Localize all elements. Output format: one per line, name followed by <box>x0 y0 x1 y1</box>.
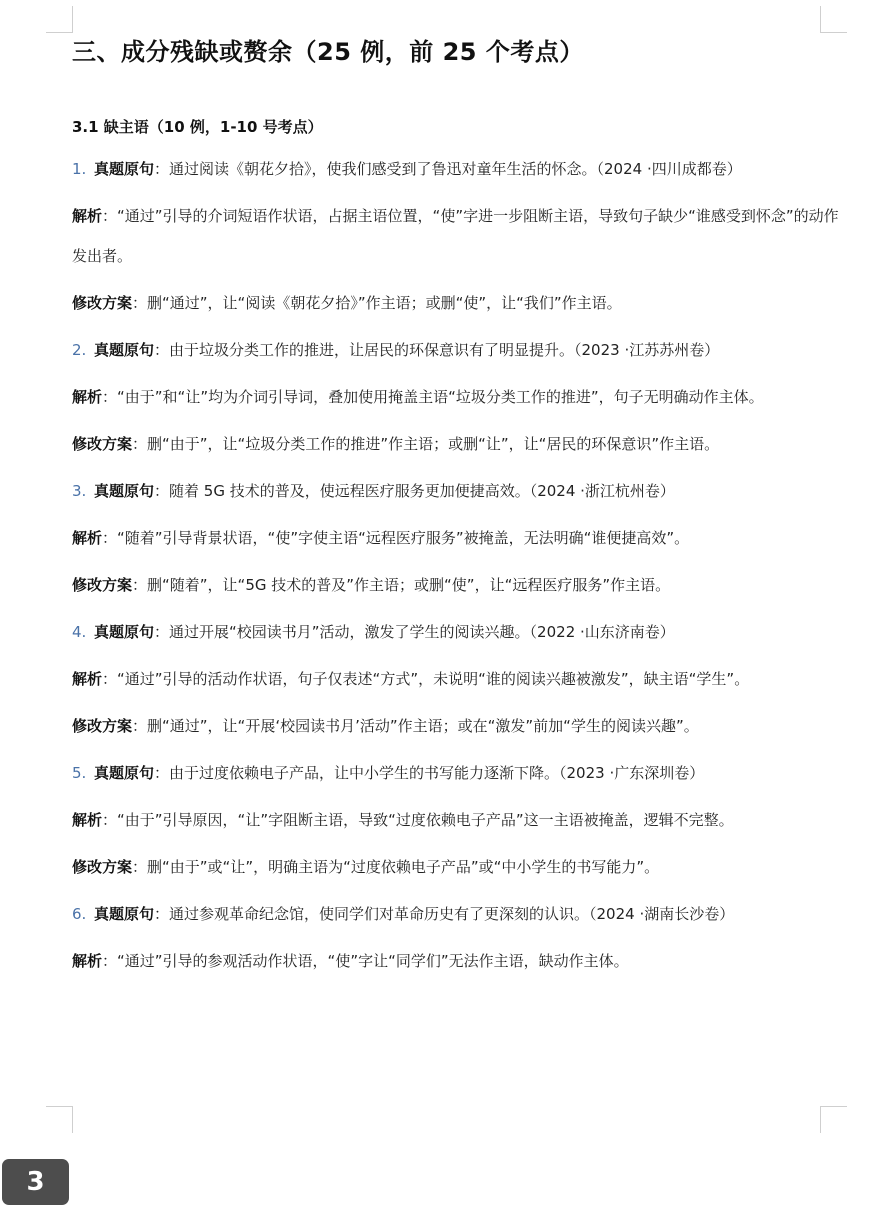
analysis-text: ：“随着”引导背景状语，“使”字使主语“远程医疗服务”被掩盖，无法明确“谁便捷高效”。 <box>102 529 690 547</box>
fix-label: 修改方案 <box>72 858 133 876</box>
analysis-text: ：“由于”和“让”均为介词引导词，叠加使用掩盖主语“垃圾分类工作的推进”，句子无明确动作主体。 <box>102 388 764 406</box>
item-fix <box>72 847 842 887</box>
item-analysis <box>72 659 842 699</box>
crop-mark-bottom-right <box>820 1106 847 1133</box>
fix-text: ：删“通过”，让“阅读《朝花夕拾》”作主语；或删“使”，让“我们”作主语。 <box>132 294 622 312</box>
fix-text: ：删“随着”，让“5G 技术的普及”作主语；或删“使”，让“远程医疗服务”作主语。 <box>132 576 671 594</box>
page-content <box>72 30 842 981</box>
fix-text: ：删“通过”，让“开展‘校园读书月’活动”作主语；或在“激发”前加“学生的阅读兴趣”。 <box>132 717 699 735</box>
crop-mark-top-left <box>46 6 73 33</box>
item-analysis <box>72 941 842 981</box>
item-number: 4. <box>72 623 87 641</box>
analysis-label: 解析 <box>72 670 103 688</box>
page-title: 三、成分残缺或赘余（25 例，前 25 个考点） <box>72 38 584 66</box>
analysis-label: 解析 <box>72 388 103 406</box>
fix-text: ：删“由于”，让“垃圾分类工作的推进”作主语；或删“让”，让“居民的环保意识”作主语。 <box>132 435 720 453</box>
fix-label: 修改方案 <box>72 294 133 312</box>
original-label: 真题原句 <box>94 482 155 500</box>
analysis-label: 解析 <box>72 811 103 829</box>
item-original <box>72 612 842 652</box>
fix-text: ：删“由于”或“让”，明确主语为“过度依赖电子产品”或“中小学生的书写能力”。 <box>132 858 660 876</box>
item-original <box>72 471 842 511</box>
item-fix <box>72 565 842 605</box>
page-number-badge: 3 <box>2 1159 69 1205</box>
crop-mark-top-right <box>820 6 847 33</box>
analysis-text: ：“由于”引导原因，“让”字阻断主语，导致“过度依赖电子产品”这一主语被掩盖，逻辑不完整。 <box>102 811 734 829</box>
section-heading: 3.1 缺主语（10 例，1-10 号考点） <box>72 118 323 136</box>
original-label: 真题原句 <box>94 341 155 359</box>
analysis-text: ：“通过”引导的活动作状语，句子仅表述“方式”，未说明“谁的阅读兴趣被激发”，缺主语“学生”。 <box>102 670 750 688</box>
analysis-label: 解析 <box>72 529 103 547</box>
item-analysis <box>72 518 842 558</box>
original-text: ：由于垃圾分类工作的推进，让居民的环保意识有了明显提升。（2023 ·江苏苏州卷） <box>154 341 720 359</box>
analysis-text: ：“通过”引导的介词短语作状语，占据主语位置，“使”字进一步阻断主语，导致句子缺少“谁感受到怀念”的动作发出者。 <box>72 207 839 265</box>
item-original <box>72 330 842 370</box>
original-text: ：通过参观革命纪念馆，使同学们对革命历史有了更深刻的认识。（2024 ·湖南长沙卷） <box>154 905 735 923</box>
fix-label: 修改方案 <box>72 435 133 453</box>
item-original <box>72 753 842 793</box>
original-label: 真题原句 <box>94 905 155 923</box>
item-number: 1. <box>72 160 87 178</box>
item-original <box>72 894 842 934</box>
analysis-label: 解析 <box>72 952 103 970</box>
original-label: 真题原句 <box>94 623 155 641</box>
original-text: ：通过阅读《朝花夕拾》，使我们感受到了鲁迅对童年生活的怀念。（2024 ·四川成都卷） <box>154 160 742 178</box>
fix-label: 修改方案 <box>72 717 133 735</box>
item-number: 6. <box>72 905 87 923</box>
item-fix <box>72 706 842 746</box>
item-number: 3. <box>72 482 87 500</box>
original-text: ：由于过度依赖电子产品，让中小学生的书写能力逐渐下降。（2023 ·广东深圳卷） <box>154 764 705 782</box>
item-fix <box>72 424 842 464</box>
item-analysis <box>72 377 842 417</box>
crop-mark-bottom-left <box>46 1106 73 1133</box>
item-original <box>72 149 842 189</box>
original-label: 真题原句 <box>94 160 155 178</box>
item-analysis <box>72 800 842 840</box>
original-label: 真题原句 <box>94 764 155 782</box>
item-analysis <box>72 196 842 276</box>
analysis-text: ：“通过”引导的参观活动作状语，“使”字让“同学们”无法作主语，缺动作主体。 <box>102 952 629 970</box>
analysis-label: 解析 <box>72 207 103 225</box>
original-text: ：随着 5G 技术的普及，使远程医疗服务更加便捷高效。（2024 ·浙江杭州卷） <box>154 482 675 500</box>
item-number: 2. <box>72 341 87 359</box>
original-text: ：通过开展“校园读书月”活动，激发了学生的阅读兴趣。（2022 ·山东济南卷） <box>154 623 675 641</box>
fix-label: 修改方案 <box>72 576 133 594</box>
item-number: 5. <box>72 764 87 782</box>
item-fix <box>72 283 842 323</box>
